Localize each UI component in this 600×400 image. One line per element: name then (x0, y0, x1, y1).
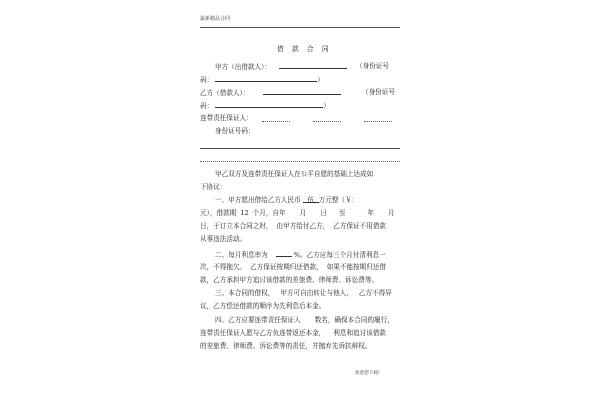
party-a-line (215, 62, 347, 71)
party-b-id-prefix: 码： (200, 102, 214, 110)
clause-1-text-a: 一、甲方愿出借给乙方人民币 (215, 196, 301, 204)
clause-4-line-1 (215, 316, 394, 324)
clause-2-text-a: 二、每月利息率为 (215, 251, 268, 259)
clause-2-text-b: %。乙方应每三个月付清利息一 (293, 251, 386, 259)
party-b-id-blank (215, 101, 323, 108)
clause-1-text-f: 由甲方给付乙方， (276, 222, 330, 230)
clause-2-line-1 (215, 250, 386, 259)
guarantor-blank-3 (364, 121, 392, 122)
clause-1-month: 月 (299, 209, 307, 217)
party-a-id-label: （身份证号 (356, 62, 389, 70)
document-header: 最新精品合同 (200, 16, 231, 22)
party-b-id-close: ） (323, 102, 330, 110)
clause-1-line-4: 从事违法活动。 (200, 235, 247, 243)
clause-1-text-e: 日，于订立本合同之时， (200, 222, 273, 230)
party-a-label: 甲方（出借款人）： (215, 63, 272, 71)
party-b-label: 乙方（借款人）： (200, 89, 250, 97)
clause-4-text-d: 利息和追讨该借款 (333, 329, 387, 337)
party-b-line (200, 88, 341, 97)
guarantor-blank-1 (262, 121, 290, 122)
party-a-id-line (200, 75, 324, 84)
party-a-id-prefix: 码： (200, 76, 214, 84)
clause-1-line-1 (215, 196, 358, 204)
clause-3-text-c: 乙方不得异 (358, 289, 392, 297)
clause-3-text-b: 甲方可自由转让与他人， (280, 289, 353, 297)
clause-2-line-3: 款，乙方承担甲方追讨该借款的差旅费、律师费、诉讼费等。 (200, 276, 379, 284)
page-title: 借 款 合 同 (277, 45, 332, 53)
clause-1-text-g: 乙方保证不用借款 (333, 222, 387, 230)
party-a-id-blank (215, 75, 317, 82)
clause-1-month-2: 月 (388, 209, 395, 217)
clause-3-line-2: 议，乙方偿还借款的顺序为先利息后本金。 (200, 302, 326, 310)
document-footer: 欢迎您下载! (355, 371, 380, 376)
party-b-id-line (200, 101, 330, 110)
clause-1-day: 日 (320, 209, 327, 217)
clause-1-text-b: 万元整（￥： (318, 196, 359, 204)
guarantor-rule-2 (200, 161, 400, 162)
guarantor-id-label: 身份证号码： (215, 127, 255, 135)
clause-1-year: 年 (367, 209, 374, 217)
party-b-id-label: （身份证号 (362, 88, 395, 96)
loan-amount: 伍 (303, 196, 319, 203)
loan-term-months: 12 (240, 209, 249, 217)
clause-1-line-3 (200, 222, 386, 230)
clause-4-text-b: 数名，确保本合同的履行， (314, 316, 394, 324)
party-b-name-blank (263, 88, 341, 95)
party-a-id-close: ） (317, 76, 324, 84)
party-a-name-blank (279, 62, 347, 69)
interest-rate-blank (276, 250, 292, 257)
clause-2-text-e: 如果不能按期归还借 (326, 263, 387, 271)
clause-4-line-3: 的差旅费、律师费、诉讼费等的责任，并抛弃先诉抗辩权。 (200, 342, 372, 350)
clause-1-line-2 (200, 209, 395, 217)
clause-4-text-c: 连带责任保证人愿与乙方负连带返还本金， (200, 329, 326, 337)
intro-line-1: 甲乙双方及连带责任保证人在公平自愿的基础上达成如 (215, 170, 374, 178)
clause-3-line-1 (215, 289, 392, 297)
clause-3-text-a: 三、本合同的借权， (215, 289, 275, 297)
clause-2-text-c: 次，不得拖欠。 (200, 263, 247, 271)
guarantor-blank-2 (313, 121, 341, 122)
clause-1-text-c: 元），借款期 (200, 209, 237, 217)
clause-4-text-a: 四、乙方应要连带责任保证人 (215, 316, 301, 324)
clause-2-text-d: 乙方保证按期归还借款， (250, 263, 323, 271)
clause-2-line-2 (200, 263, 386, 271)
intro-line-2: 下协议： (200, 183, 227, 191)
guarantor-label: 连带责任保证人： (200, 114, 253, 122)
clause-4-line-2 (200, 329, 386, 337)
clause-1-to: 至 (338, 209, 346, 217)
header-rule (200, 27, 400, 28)
clause-1-text-d: 个月，自年 (252, 209, 286, 217)
guarantor-rule-1 (200, 148, 400, 149)
